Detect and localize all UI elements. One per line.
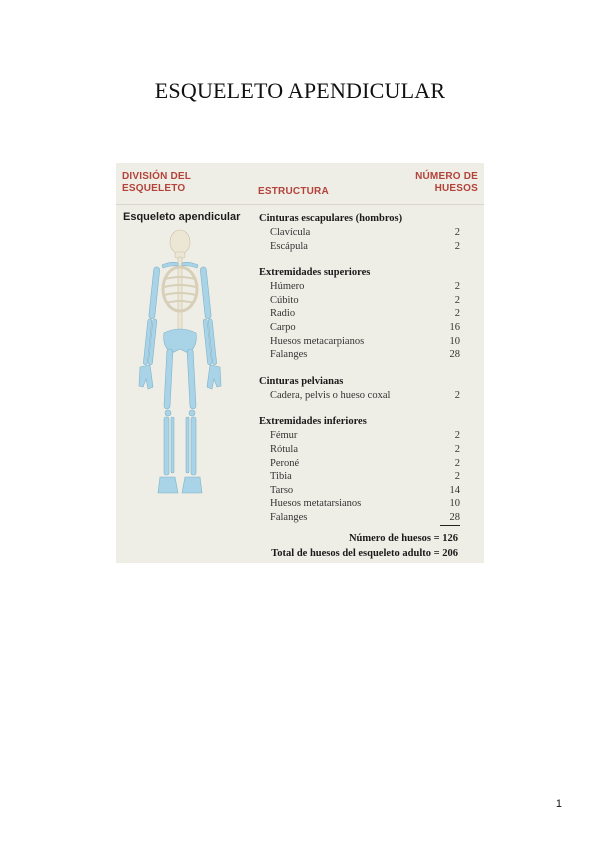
skeleton-table — [116, 163, 484, 563]
group-extremidades-superiores — [259, 266, 459, 362]
bone-count: 2 — [454, 281, 460, 293]
bone-name: Falanges — [270, 349, 308, 361]
bone-name: Escápula — [270, 240, 308, 252]
bone-count: 28 — [440, 511, 460, 526]
table-row — [259, 335, 459, 349]
page-title: ESQUELETO APENDICULAR — [154, 78, 446, 103]
division-label: Esqueleto apendicular — [123, 211, 241, 223]
group-cinturas-pelvianas — [259, 375, 459, 403]
table-row — [259, 226, 459, 240]
bone-name: Fémur — [270, 430, 298, 442]
header-estructura: ESTRUCTURA — [258, 186, 329, 197]
bone-name: Radio — [270, 308, 296, 320]
bone-name: Húmero — [270, 281, 305, 293]
bone-count: 16 — [449, 321, 460, 333]
header-division: DIVISIÓN DEL ESQUELETO — [122, 171, 191, 194]
bone-count: 2 — [454, 471, 460, 483]
table-row — [259, 307, 459, 321]
bone-count: 2 — [454, 294, 460, 306]
table-row — [259, 484, 459, 498]
bone-count: 2 — [454, 240, 460, 252]
table-row — [259, 321, 459, 335]
page-number: 1 — [555, 798, 562, 810]
group-title: Cinturas pelvianas — [259, 375, 344, 387]
table-row — [259, 389, 459, 403]
bone-name: Falanges — [270, 511, 308, 523]
bone-name: Clavícula — [270, 227, 311, 238]
bone-count: 2 — [454, 443, 460, 455]
header-divider — [116, 204, 484, 205]
table-row — [259, 348, 459, 362]
total-adult-bones: Total de huesos del esqueleto adulto = 206 — [271, 548, 458, 559]
bone-count: 10 — [449, 498, 460, 510]
bone-count: 2 — [454, 430, 460, 442]
table-row — [259, 429, 459, 443]
group-title: Extremidades inferiores — [259, 416, 367, 428]
group-title: Extremidades superiores — [259, 267, 371, 279]
table-row — [259, 511, 459, 525]
bone-count: 28 — [449, 349, 460, 361]
bone-name: Peroné — [270, 457, 300, 469]
bone-count: 2 — [454, 308, 460, 320]
table-row — [259, 240, 459, 254]
bone-name: Carpo — [270, 321, 296, 333]
bone-name: Rótula — [270, 443, 298, 455]
table-row — [259, 280, 459, 294]
bone-count: 14 — [449, 484, 460, 496]
bone-name: Tibia — [270, 471, 292, 483]
header-numero: NÚMERO DE HUESOS — [415, 171, 478, 194]
table-row — [259, 294, 459, 308]
bone-name: Huesos metatarsianos — [270, 498, 362, 510]
total-bones: Número de huesos = 126 — [348, 533, 458, 544]
bone-count: 10 — [449, 335, 460, 347]
bone-count: 2 — [454, 457, 460, 469]
table-row — [259, 497, 459, 511]
bone-name: Huesos metacarpianos — [270, 335, 365, 347]
table-row — [259, 443, 459, 457]
bone-name: Cadera, pelvis o hueso coxal — [270, 389, 391, 401]
table-row — [259, 457, 459, 471]
bone-name: Tarso — [270, 484, 294, 496]
group-extremidades-inferiores — [259, 415, 459, 524]
bone-list — [259, 212, 459, 538]
table-row — [259, 470, 459, 484]
group-cinturas-escapulares — [259, 212, 459, 253]
bone-count: 2 — [454, 227, 460, 238]
skeleton-illustration — [120, 229, 248, 509]
bone-count: 2 — [454, 389, 460, 401]
group-title: Cinturas escapulares (hombros) — [259, 213, 403, 224]
bone-name: Cúbito — [270, 294, 299, 306]
